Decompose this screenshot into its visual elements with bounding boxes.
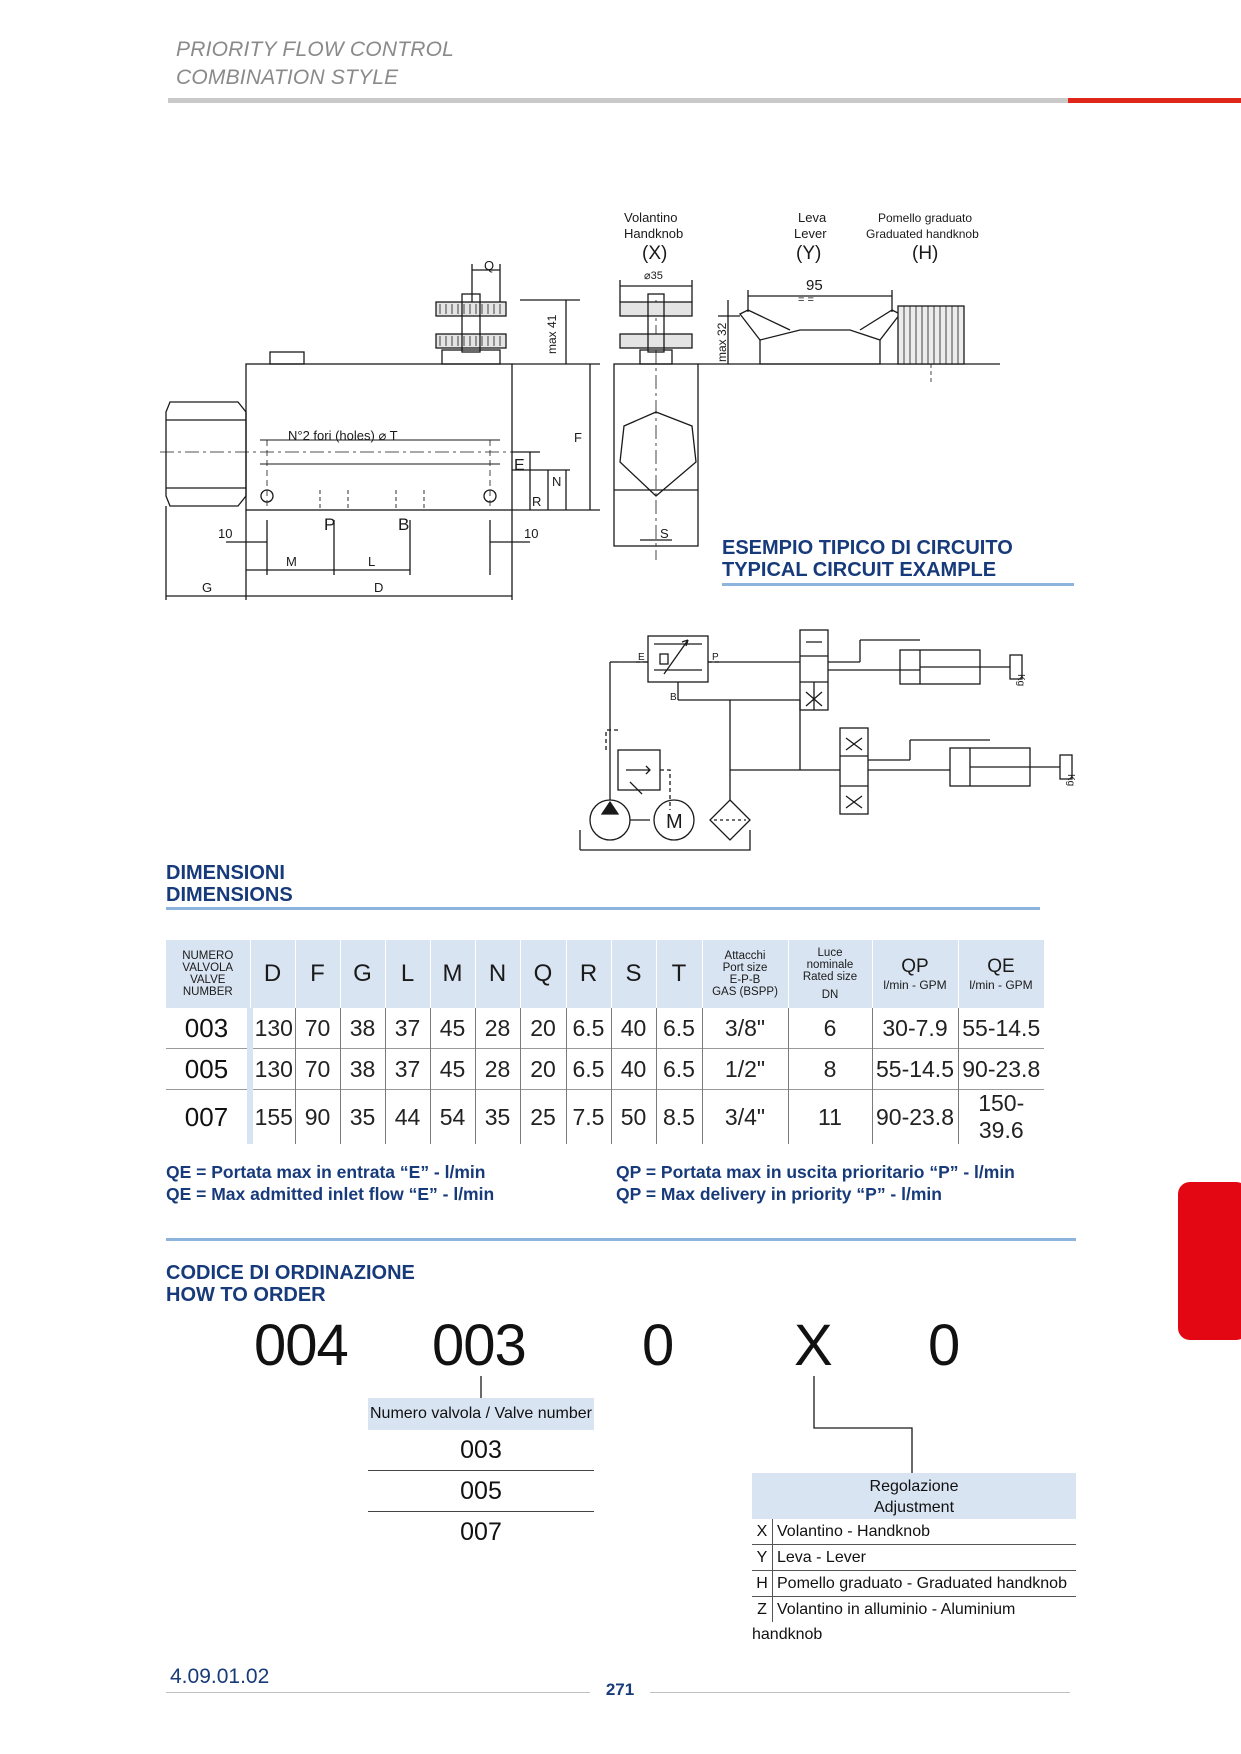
directional-valve-2 (840, 728, 868, 814)
footer-catalog-code: 4.09.01.02 (170, 1665, 270, 1688)
circuit-title-it: ESEMPIO TIPICO DI CIRCUITO (722, 537, 1013, 559)
footer-rule-right (650, 1692, 1070, 1693)
cell-n: 28 (475, 1008, 520, 1049)
circuit-title-rule (722, 583, 1074, 586)
cell-l: 37 (385, 1008, 430, 1049)
cell-m: 54 (430, 1090, 475, 1145)
dim-b: B (398, 515, 410, 534)
circuit-port-b: B (670, 692, 677, 703)
notes-rule (166, 1238, 1076, 1241)
handknob-diameter: ⌀35 (644, 270, 663, 282)
header-qe: QE l/min - GPM (958, 940, 1044, 1008)
cell-m: 45 (430, 1049, 475, 1090)
holes-note: N°2 fori (holes) ⌀ T (288, 428, 398, 443)
header-d: D (250, 940, 295, 1008)
dim-s: S (660, 526, 669, 541)
cell-q: 20 (520, 1008, 566, 1049)
header-n: N (475, 940, 520, 1008)
note-qp-it: QP = Portata max in uscita prioritario “P” - l/min (616, 1162, 1015, 1182)
valve-number-box-title: Numero valvola / Valve number (368, 1398, 594, 1430)
order-connectors (0, 1370, 1241, 1480)
lever-code: (Y) (796, 243, 822, 264)
handknob-label-it: Volantino (624, 210, 678, 225)
cell-t: 6.5 (656, 1008, 702, 1049)
dim-e: E (514, 457, 525, 474)
dim-m: M (286, 554, 297, 569)
circuit-title-en: TYPICAL CIRCUIT EXAMPLE (722, 559, 997, 581)
header-g: G (340, 940, 385, 1008)
dim-d: D (374, 580, 384, 595)
cell-s: 50 (611, 1090, 656, 1145)
valve-option: 005 (368, 1471, 594, 1512)
handknob-code: (X) (642, 243, 668, 264)
cell-g: 35 (340, 1090, 385, 1145)
cell-port: 1/2" (702, 1049, 788, 1090)
dim-n: N (552, 474, 562, 489)
dim-q: Q (484, 258, 495, 273)
cell-t: 8.5 (656, 1090, 702, 1145)
dim-lever-width: 95 (806, 277, 823, 294)
valve-option: 003 (368, 1430, 594, 1471)
circuit-diagram (570, 610, 1090, 860)
valve-number: 007 (166, 1090, 250, 1145)
header-port-size: Attacchi Port size E-P-B GAS (BSPP) (702, 940, 788, 1008)
cell-n: 28 (475, 1049, 520, 1090)
circuit-port-e: E (638, 652, 645, 663)
header-m: M (430, 940, 475, 1008)
table-row (166, 1090, 1044, 1145)
page-number: 271 (605, 1680, 635, 1699)
cell-qp: 90-23.8 (872, 1090, 958, 1145)
cell-dn: 6 (788, 1008, 872, 1049)
dim-max32: max 32 (715, 322, 729, 362)
dim-10-right: 10 (524, 526, 539, 541)
header-qp: QP l/min - GPM (872, 940, 958, 1008)
cell-m: 45 (430, 1008, 475, 1049)
dimensions-title-en: DIMENSIONS (166, 884, 293, 906)
header-f: F (295, 940, 340, 1008)
graduated-code: (H) (912, 243, 939, 264)
header-t: T (656, 940, 702, 1008)
dim-r: R (532, 494, 542, 509)
graduated-label-it: Pomello graduato (878, 211, 973, 225)
dim-max41: max 41 (545, 314, 559, 354)
dimensions-title-rule (166, 907, 1040, 910)
graduated-label-en: Graduated handknob (866, 227, 979, 241)
inlet-nut (166, 402, 246, 506)
circuit-port-p: P (712, 652, 719, 663)
cell-dn: 11 (788, 1090, 872, 1145)
order-title-it: CODICE DI ORDINAZIONE (166, 1262, 415, 1284)
cell-q: 25 (520, 1090, 566, 1145)
header-s: S (611, 940, 656, 1008)
valve-number: 005 (166, 1049, 250, 1090)
cell-n: 35 (475, 1090, 520, 1145)
cell-qe: 90-23.8 (958, 1049, 1044, 1090)
cell-l: 37 (385, 1049, 430, 1090)
cell-port: 3/4" (702, 1090, 788, 1145)
header-r: R (566, 940, 611, 1008)
header-title-line1: PRIORITY FLOW CONTROL (176, 38, 454, 61)
circuit-load-1: Kg (1015, 674, 1026, 687)
dimensions-table (166, 940, 1045, 1144)
dimensions-header-row (166, 940, 1044, 1008)
adjustment-box-title: Regolazione Adjustment (752, 1473, 1076, 1519)
cell-r: 6.5 (566, 1008, 611, 1049)
adjustment-option-h: H Pomello graduato - Graduated handknob (752, 1571, 1076, 1597)
cell-d: 155 (250, 1090, 295, 1145)
order-code-option: 0 (642, 1313, 674, 1378)
cell-qp: 30-7.9 (872, 1008, 958, 1049)
order-code-valve: 003 (432, 1313, 526, 1378)
cell-port: 3/8" (702, 1008, 788, 1049)
lever-label-en: Lever (794, 226, 827, 241)
dim-f: F (574, 430, 582, 445)
cell-s: 40 (611, 1049, 656, 1090)
cell-q: 20 (520, 1049, 566, 1090)
note-qp-en: QP = Max delivery in priority “P” - l/min (616, 1184, 942, 1204)
header-q: Q (520, 940, 566, 1008)
table-row (166, 1049, 1044, 1090)
dim-equal-marks: = = (798, 294, 814, 306)
dimension-drawing (0, 0, 1241, 620)
cell-d: 130 (250, 1049, 295, 1090)
valve-number: 003 (166, 1008, 250, 1049)
cell-g: 38 (340, 1008, 385, 1049)
adjustment-option-z: Z Volantino in alluminio - Aluminium handknob (752, 1597, 1076, 1622)
cell-t: 6.5 (656, 1049, 702, 1090)
adjustment-option-x: X Volantino - Handknob (752, 1519, 1076, 1545)
cell-qe: 150-39.6 (958, 1090, 1044, 1145)
cell-f: 70 (295, 1008, 340, 1049)
dim-10-left: 10 (218, 526, 233, 541)
adjustment-option-y: Y Leva - Lever (752, 1545, 1076, 1571)
header-title-line2: COMBINATION STYLE (176, 66, 399, 89)
cell-dn: 8 (788, 1049, 872, 1090)
cell-r: 7.5 (566, 1090, 611, 1145)
cell-r: 6.5 (566, 1049, 611, 1090)
cell-f: 90 (295, 1090, 340, 1145)
order-code-adjustment: X (794, 1313, 832, 1378)
order-code-series: 004 (254, 1313, 348, 1378)
handknob-label-en: Handknob (624, 226, 684, 241)
dim-l: L (368, 554, 376, 569)
circuit-load-2: Kg (1065, 774, 1076, 787)
valve-option: 007 (460, 1518, 502, 1546)
note-qe-en: QE = Max admitted inlet flow “E” - l/min (166, 1184, 495, 1204)
circuit-motor-label: M (666, 811, 683, 833)
header-l: L (385, 940, 430, 1008)
header-valve-number: NUMERO VALVOLA VALVE NUMBER (166, 940, 250, 1008)
cell-qe: 55-14.5 (962, 1014, 1041, 1041)
lever-label-it: Leva (798, 210, 827, 225)
order-title-en: HOW TO ORDER (166, 1284, 326, 1306)
order-code-suffix: 0 (928, 1313, 960, 1378)
dim-g: G (202, 580, 213, 595)
cell-l: 44 (385, 1090, 430, 1145)
dimensions-title-it: DIMENSIONI (166, 862, 285, 884)
section-tab (1178, 1182, 1241, 1340)
cell-d: 130 (250, 1008, 295, 1049)
cell-f: 70 (295, 1049, 340, 1090)
footer-rule-left (166, 1692, 590, 1693)
cell-s: 40 (611, 1008, 656, 1049)
cell-qp: 55-14.5 (872, 1049, 958, 1090)
note-qe-it: QE = Portata max in entrata “E” - l/min (166, 1162, 486, 1182)
priority-valve-symbol (648, 636, 708, 682)
header-rated-size: Luce nominale Rated size DN (788, 940, 872, 1008)
cell-g: 38 (340, 1049, 385, 1090)
dim-p: P (324, 515, 336, 534)
table-row (166, 1008, 1044, 1049)
